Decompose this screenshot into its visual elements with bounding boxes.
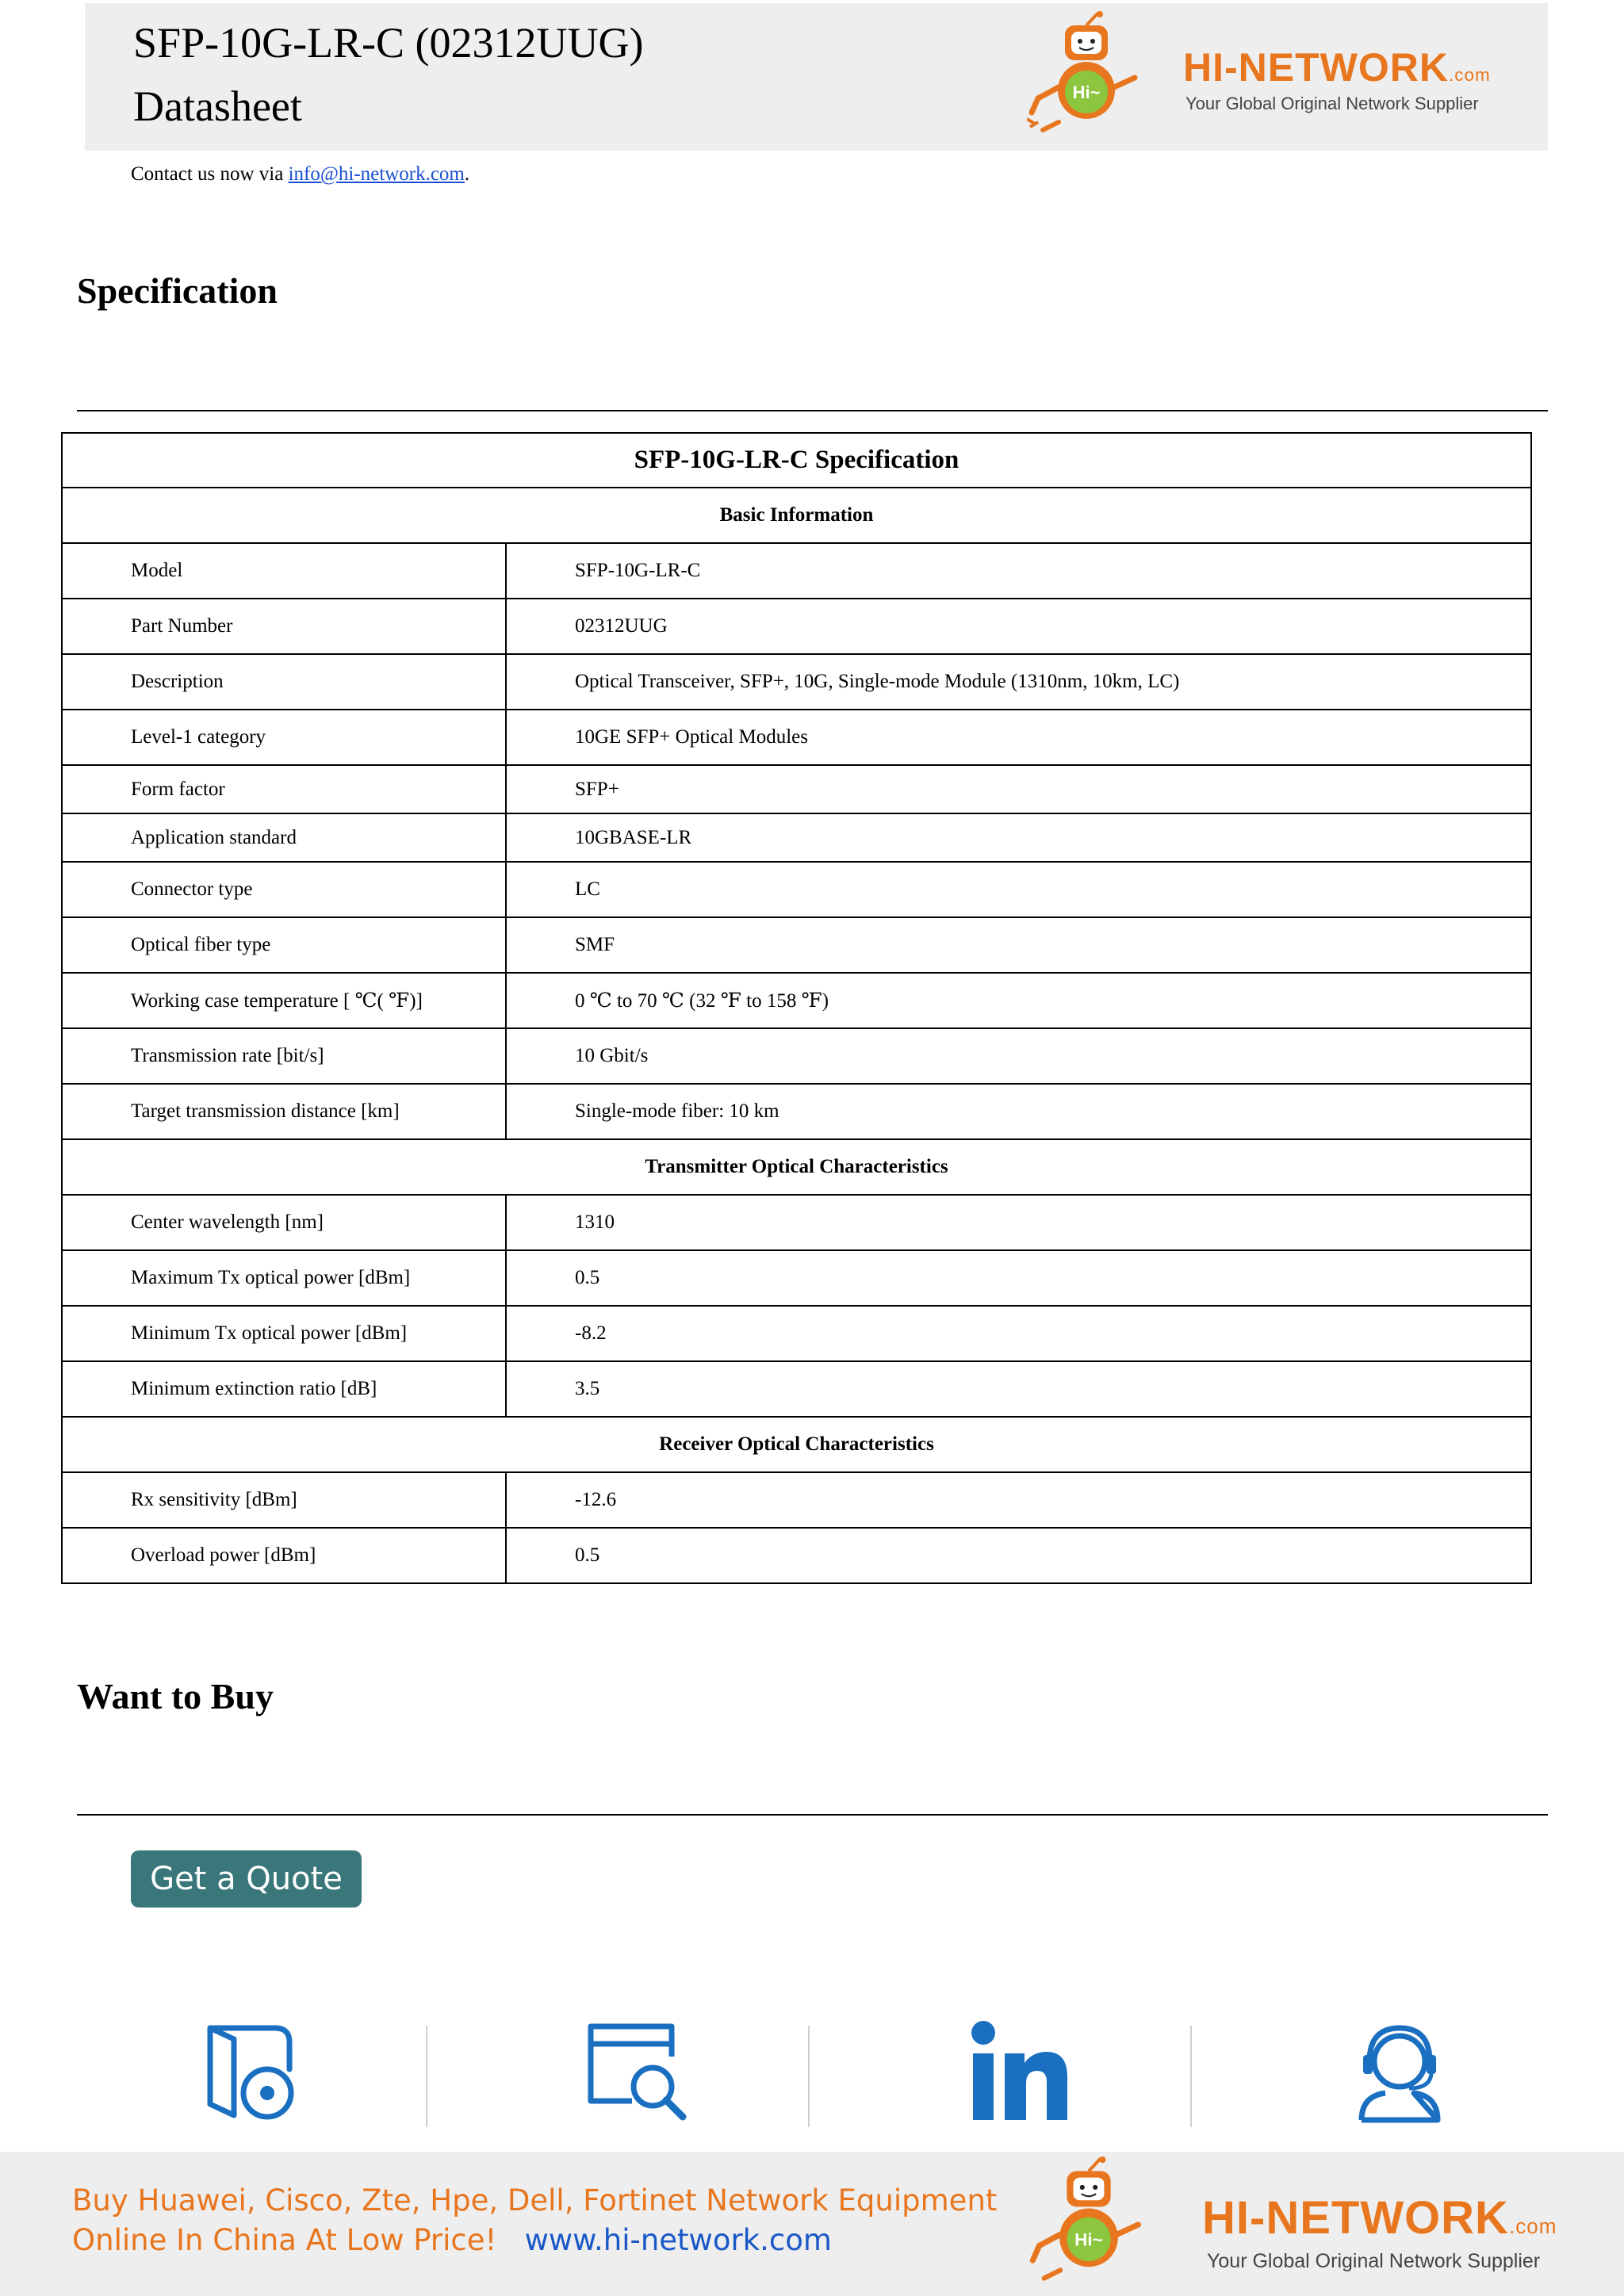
row-label: Center wavelength [nm]	[62, 1195, 506, 1250]
row-value: SFP-10G-LR-C	[506, 543, 1531, 599]
row-label: Minimum extinction ratio [dB]	[62, 1361, 506, 1417]
section-title: Transmitter Optical Characteristics	[62, 1139, 1531, 1195]
robot-mascot-icon	[1021, 2156, 1156, 2293]
row-value: 1310	[506, 1195, 1531, 1250]
page-subtitle: Datasheet	[133, 82, 302, 130]
contact-line	[131, 163, 469, 186]
row-label: Overload power [dBm]	[62, 1528, 506, 1583]
table-row	[62, 1028, 1531, 1084]
footer-brand-logo-text: HI-NETWORK.com	[1202, 2192, 1557, 2244]
header-banner	[85, 3, 1548, 151]
row-value: SFP+	[506, 765, 1531, 813]
icon-divider	[1190, 2026, 1192, 2127]
row-label: Part Number	[62, 599, 506, 654]
specification-divider	[77, 410, 1548, 411]
row-value: 0 ℃ to 70 ℃ (32 ℉ to 158 ℉)	[506, 973, 1531, 1028]
table-row	[62, 1472, 1531, 1528]
footer-banner	[0, 2152, 1624, 2296]
contact-prefix: Contact us now via	[131, 163, 289, 185]
table-row	[62, 1528, 1531, 1583]
brand-tagline: Your Global Original Network Supplier	[1185, 94, 1479, 113]
row-value: LC	[506, 862, 1531, 917]
icon-divider	[808, 2026, 810, 2127]
svg-text:Hi~: Hi~	[1072, 82, 1101, 102]
table-row	[62, 813, 1531, 862]
row-label: Application standard	[62, 813, 506, 862]
icon-divider	[426, 2026, 427, 2127]
row-label: Minimum Tx optical power [dBm]	[62, 1306, 506, 1361]
row-label: Description	[62, 654, 506, 710]
row-value: SMF	[506, 917, 1531, 973]
contact-email-link[interactable]: info@hi-network.com	[288, 163, 465, 185]
row-value: 0.5	[506, 1250, 1531, 1306]
footer-brand-tagline: Your Global Original Network Supplier	[1207, 2250, 1541, 2272]
document-disc-icon[interactable]	[202, 2020, 305, 2123]
table-row	[62, 654, 1531, 710]
table-row	[62, 862, 1531, 917]
row-value: 02312UUG	[506, 599, 1531, 654]
footer-website-link[interactable]: www.hi-network.com	[524, 2223, 832, 2257]
table-row	[62, 765, 1531, 813]
linkedin-icon[interactable]	[969, 2020, 1072, 2123]
browser-search-icon[interactable]	[583, 2020, 690, 2123]
want-to-buy-heading: Want to Buy	[77, 1676, 274, 1716]
want-to-buy-divider	[77, 1814, 1548, 1816]
row-label: Rx sensitivity [dBm]	[62, 1472, 506, 1528]
row-value: -12.6	[506, 1472, 1531, 1528]
table-row	[62, 973, 1531, 1028]
footer-line-2	[72, 2223, 832, 2257]
footer-tagline: Online In China At Low Price!	[72, 2223, 525, 2257]
row-label: Form factor	[62, 765, 506, 813]
table-row	[62, 1306, 1531, 1361]
row-value: Single-mode fiber: 10 km	[506, 1084, 1531, 1139]
table-row	[62, 1195, 1531, 1250]
row-label: Level-1 category	[62, 710, 506, 765]
specification-table	[61, 432, 1532, 1584]
get-a-quote-button[interactable]: Get a Quote	[131, 1850, 362, 1908]
table-title: SFP-10G-LR-C Specification	[62, 433, 1531, 488]
support-agent-icon[interactable]	[1352, 2020, 1447, 2123]
row-value: 10 Gbit/s	[506, 1028, 1531, 1084]
specification-heading: Specification	[77, 270, 278, 311]
row-value: 10GBASE-LR	[506, 813, 1531, 862]
brand-logo-text: HI-NETWORK.com	[1183, 45, 1491, 90]
table-row	[62, 710, 1531, 765]
footer-line-1: Buy Huawei, Cisco, Zte, Hpe, Dell, Fortinet Network Equipment	[72, 2183, 998, 2218]
row-label: Target transmission distance [km]	[62, 1084, 506, 1139]
table-row	[62, 599, 1531, 654]
table-row	[62, 543, 1531, 599]
row-value: 3.5	[506, 1361, 1531, 1417]
table-row	[62, 1250, 1531, 1306]
robot-mascot-icon	[1027, 11, 1146, 144]
section-title: Basic Information	[62, 488, 1531, 543]
section-title: Receiver Optical Characteristics	[62, 1417, 1531, 1472]
svg-text:Hi~: Hi~	[1074, 2229, 1103, 2250]
row-label: Model	[62, 543, 506, 599]
row-label: Working case temperature [ ℃( ℉)]	[62, 973, 506, 1028]
page-title: SFP-10G-LR-C (02312UUG)	[133, 19, 644, 67]
row-value: Optical Transceiver, SFP+, 10G, Single-mode Module (1310nm, 10km, LC)	[506, 654, 1531, 710]
row-value: 0.5	[506, 1528, 1531, 1583]
row-value: -8.2	[506, 1306, 1531, 1361]
table-row	[62, 917, 1531, 973]
table-row	[62, 1361, 1531, 1417]
row-label: Connector type	[62, 862, 506, 917]
row-label: Transmission rate [bit/s]	[62, 1028, 506, 1084]
row-label: Optical fiber type	[62, 917, 506, 973]
contact-suffix: .	[464, 163, 470, 185]
row-label: Maximum Tx optical power [dBm]	[62, 1250, 506, 1306]
row-value: 10GE SFP+ Optical Modules	[506, 710, 1531, 765]
table-row	[62, 1084, 1531, 1139]
